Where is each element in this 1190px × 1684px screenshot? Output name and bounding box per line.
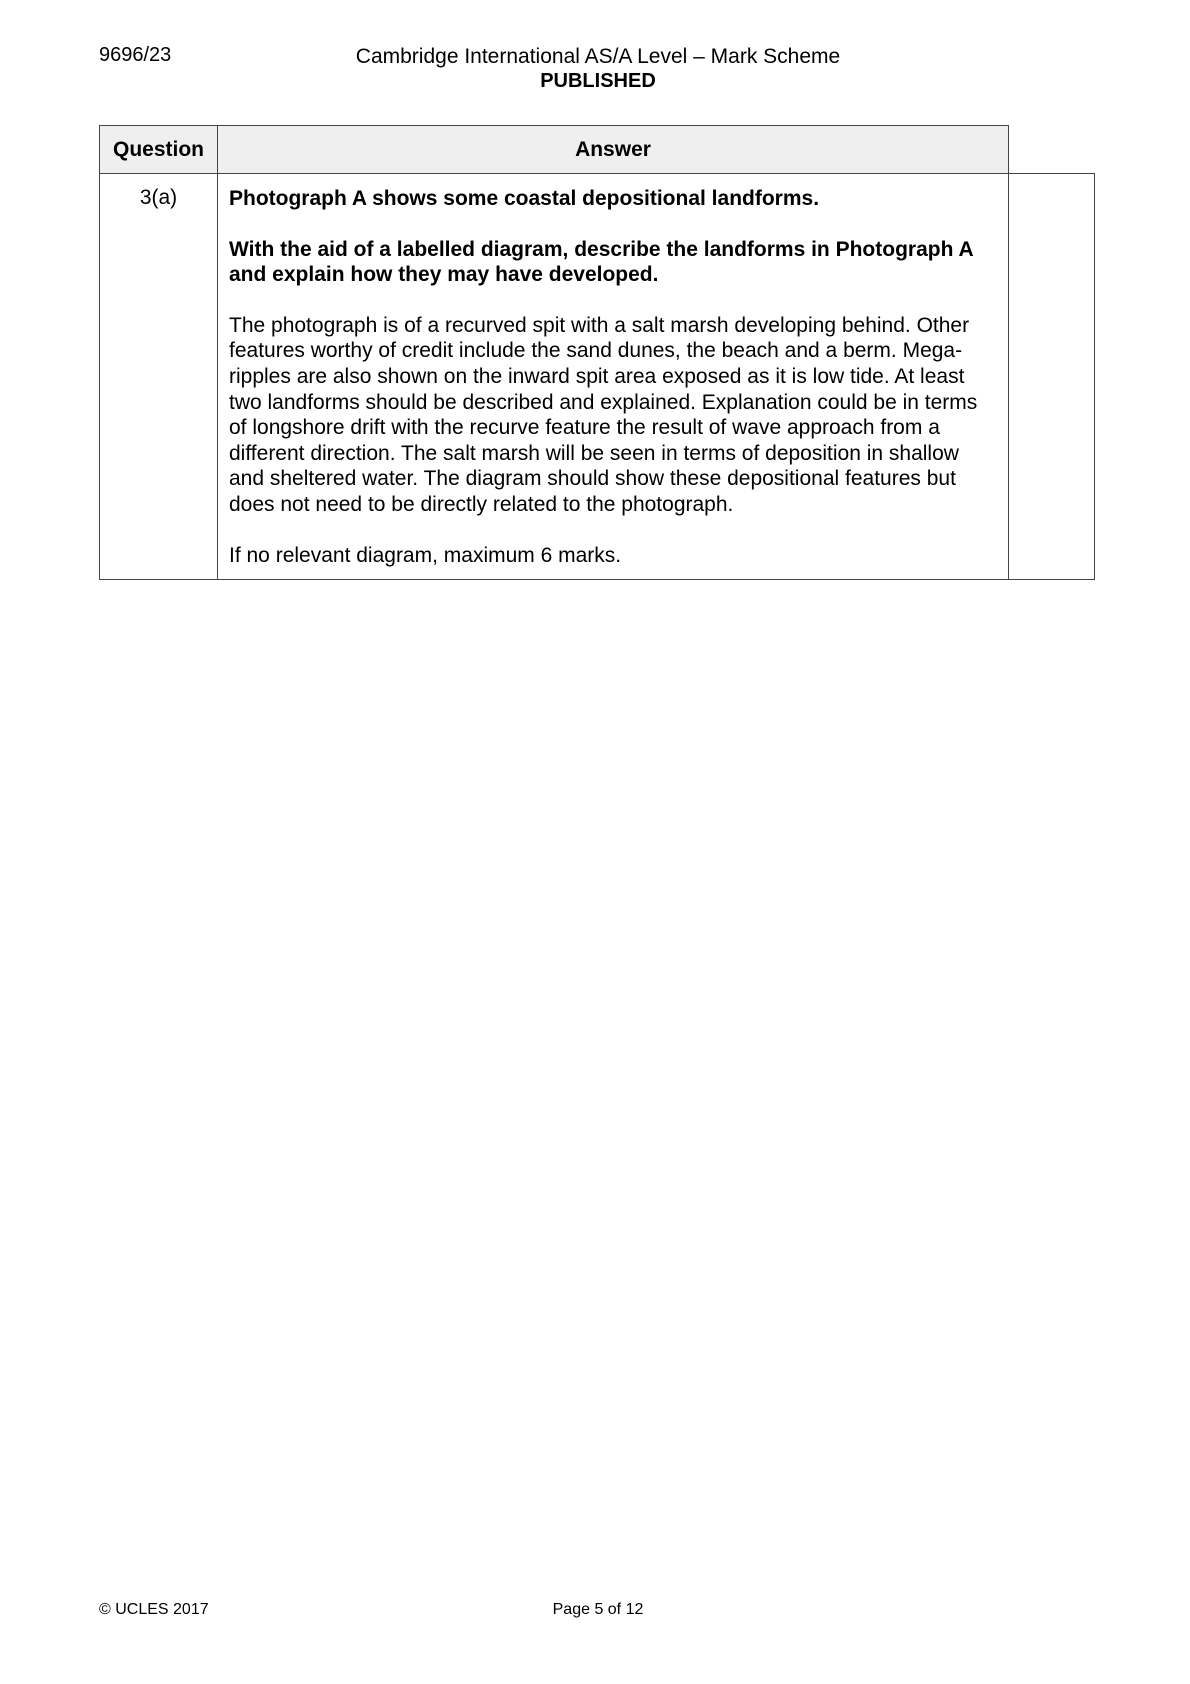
question-number: 3(a): [100, 174, 218, 580]
answer-cell: [218, 174, 1009, 580]
answer-column-header: Answer: [218, 126, 1009, 174]
question-instruction: With the aid of a labelled diagram, describe the landforms in Photograph A and explain how they may have developed.: [229, 237, 973, 287]
document-title: Cambridge International AS/A Level – Mark Scheme: [355, 45, 841, 68]
page-number: Page 5 of 12: [552, 1601, 644, 1618]
question-prompt: Photograph A shows some coastal depositional landforms.: [229, 187, 820, 210]
answer-text: The photograph is of a recurved spit with a salt marsh developing behind. Other features worthy of credit include the sand dunes, the beach and a berm. Mega-ripples are also shown on the inward spit area exposed as it is low tide. At least two landforms should be described and explained. Explanation could be in terms of longshore drift with the recurve feature the result of wave approach from a different direction. The salt marsh will be seen in terms of deposition in shallow and sheltered water. The diagram should show these depositional features but does not need to be directly related to the photograph.: [229, 313, 978, 516]
document-code: 9696/23: [99, 44, 172, 66]
mark-scheme-table: [99, 125, 1095, 580]
table-header-row: [100, 126, 1095, 174]
question-column-header: Question: [100, 126, 218, 174]
copyright-notice: © UCLES 2017: [99, 1601, 209, 1618]
marks-cell: [1009, 174, 1095, 580]
marks-column-header: [1009, 126, 1095, 174]
table-row: [100, 174, 1095, 580]
marking-note: If no relevant diagram, maximum 6 marks.: [229, 543, 622, 567]
published-label: PUBLISHED: [540, 70, 656, 92]
